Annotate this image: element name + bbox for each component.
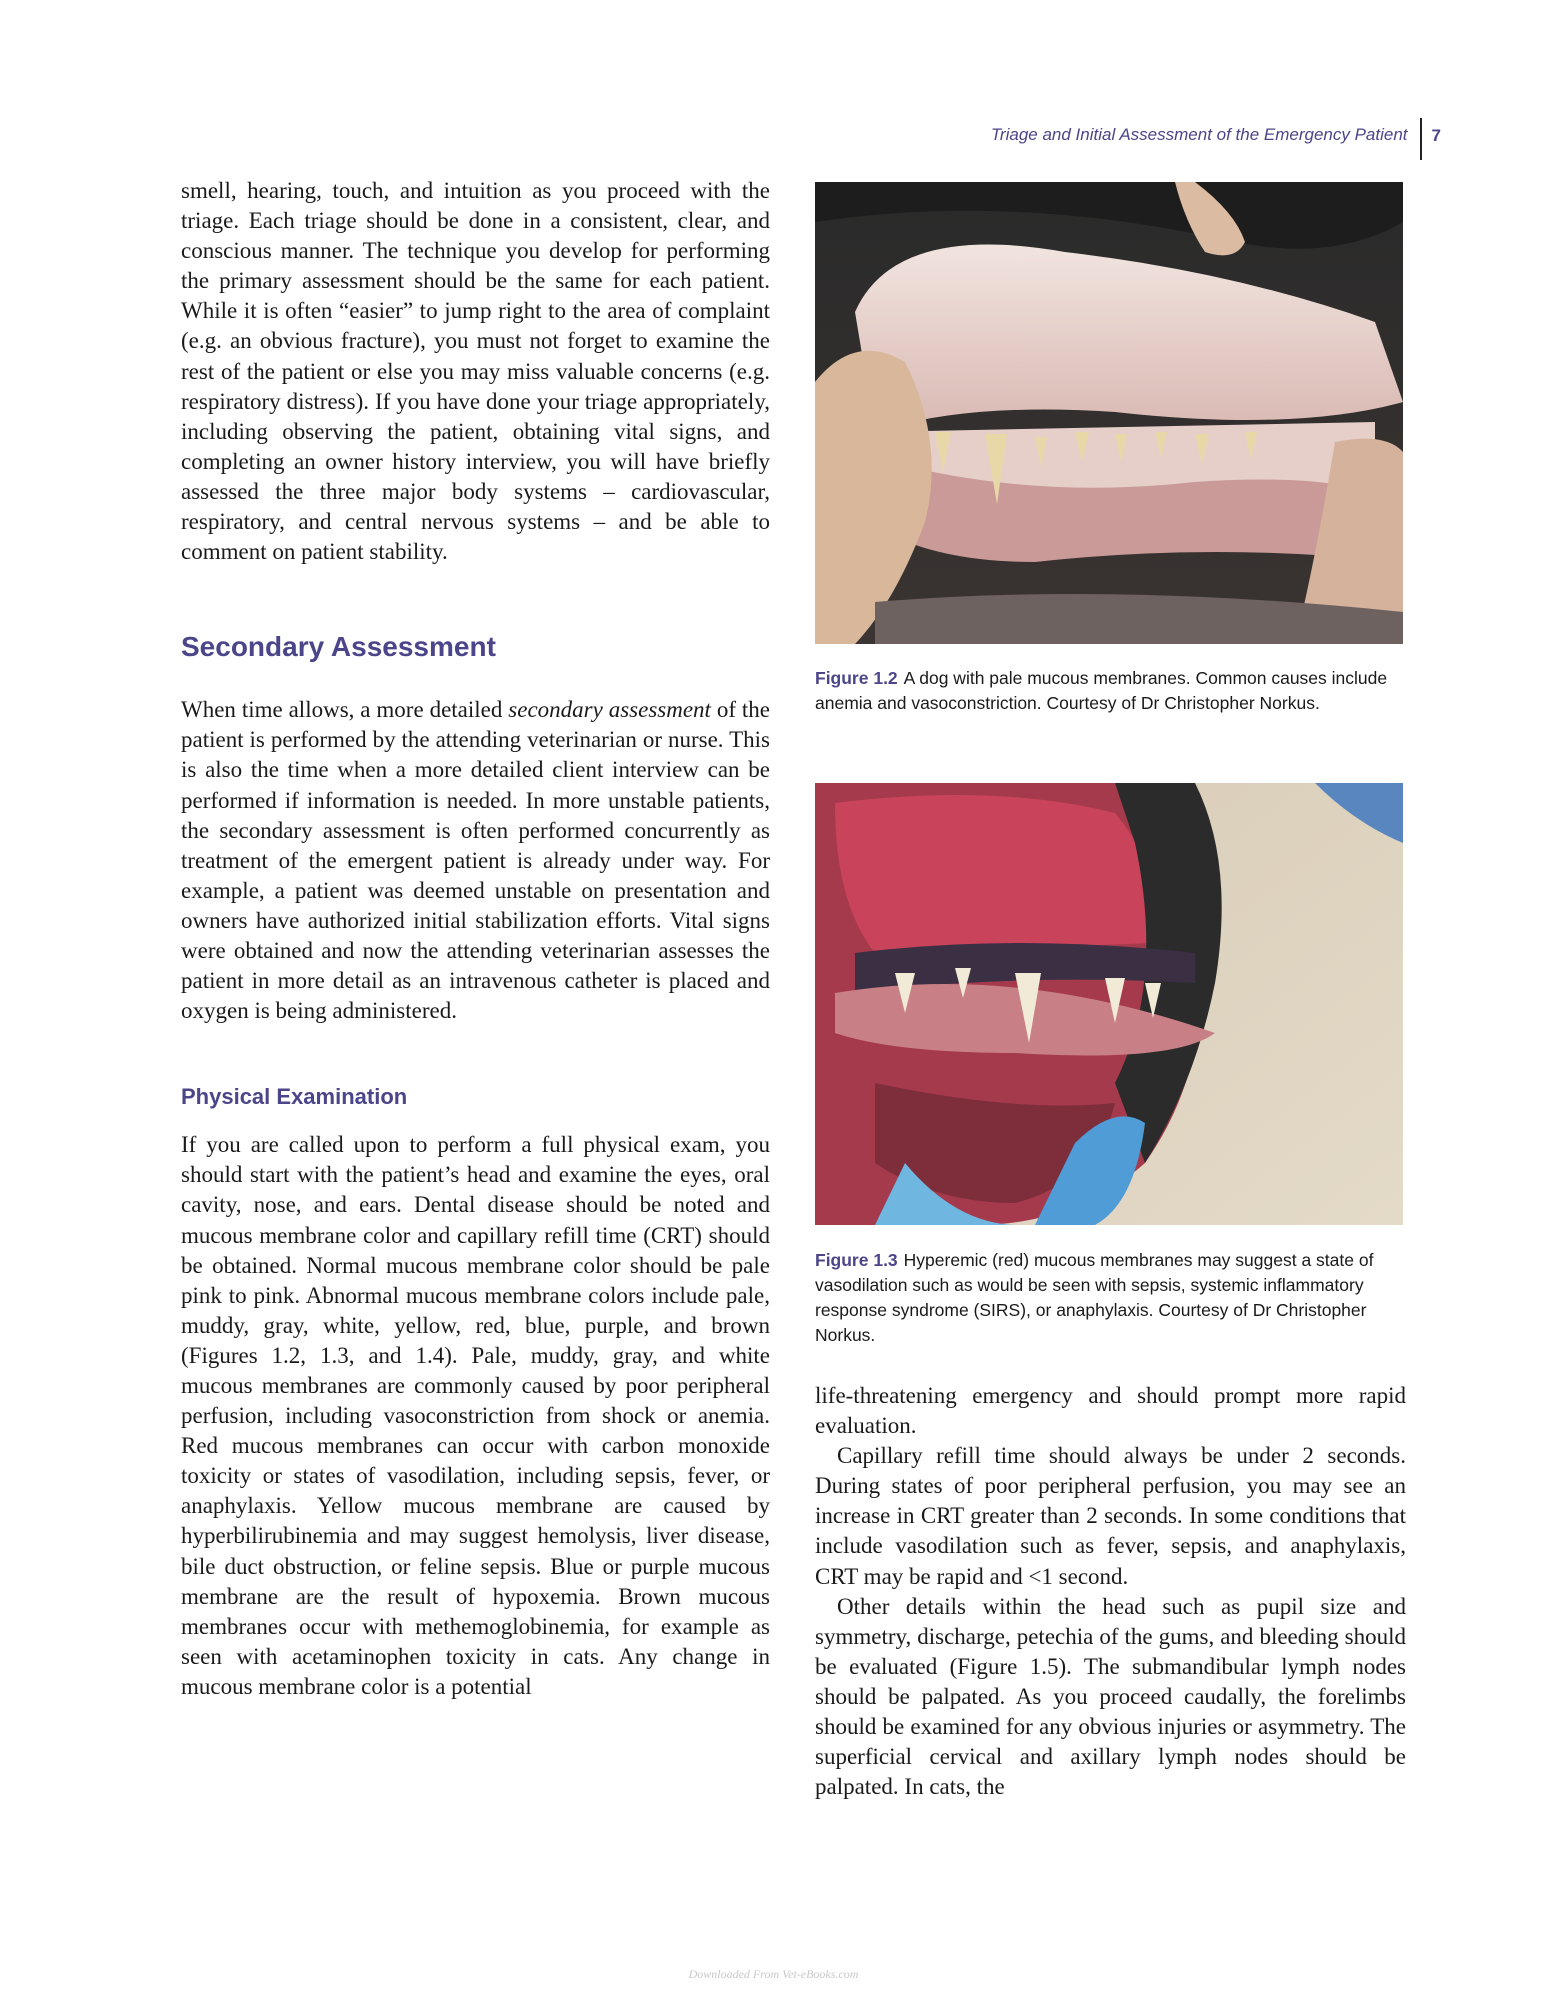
body-paragraph [181,695,770,1026]
figure-caption [815,666,1403,716]
subsection-heading-physical-examination: Physical Examination [181,1084,408,1110]
section-heading-secondary-assessment: Secondary Assessment [181,631,496,663]
figure-1-2 [815,182,1403,716]
figure-caption [815,1248,1403,1348]
photo-hyperemic-mucous-membranes [815,783,1403,1225]
caption-text: A dog with pale mucous membranes. Common causes include anemia and vasoconstriction. Courtesy of Dr Christopher Norkus. [815,668,1388,713]
text-run: of the patient is performed by the attending veterinarian or nurse. This is also the time when a more detailed client interview can be performed if information is needed. In more unstable patients, the secondary assessment is often performed concurrently as treatment of the emergent patient is already under way. For example, a patient was deemed unstable on presentation and owners have authorized initial stabilization efforts. Vital signs were obtained and now the attending veterinarian assesses the patient in more detail as an intravenous catheter is placed and oxygen is being administered. [181,697,771,1024]
body-paragraph: Other details within the head such as pupil size and symmetry, discharge, petechia of the gums, and bleeding should be evaluated (Figure 1.5). The submandibular lymph nodes should be palpated. As you proceed caudally, the forelimbs should be examined for any obvious injuries or asymmetry. The superficial cervical and axillary lymph nodes should be palpated. In cats, the [815,1593,1406,1800]
body-paragraph: Capillary refill time should always be under 2 seconds. During states of poor peripheral perfusion, you may see an increase in CRT greater than 2 seconds. In some conditions that include vasodilation such as fever, sepsis, and anaphylaxis, CRT may be rapid and <1 second. [815,1443,1406,1589]
page-number: 7 [1431,126,1441,145]
figure-1-3 [815,783,1403,1348]
text-run: When time allows, a more detailed [181,697,509,723]
body-paragraph: If you are called upon to perform a full physical exam, you should start with the patient’s head and examine the eyes, oral cavity, nose, and ears. Dental disease should be noted and mucous membrane color and capillary refill time (CRT) should be obtained. Normal mucous membrane color should be pale pink to pink. Abnormal mucous membrane colors include pale, muddy, gray, white, yellow, red, blue, purple, and brown (Figures 1.2, 1.3, and 1.4). Pale, muddy, gray, and white mucous membranes are commonly caused by poor peripheral perfusion, including vasoconstriction from shock or anemia. Red mucous membranes can occur with carbon monoxide toxicity or states of vasodilation, including sepsis, fever, or anaphylaxis. Yellow mucous membrane are caused by hyperbilirubinemia and may suggest hemolysis, liver disease, bile duct obstruction, or feline sepsis. Blue or purple mucous membrane are the result of hypoxemia. Brown mucous membranes occur with methemoglobinemia, for example as seen with acetaminophen toxicity in cats. Any change in mucous membrane color is a potential [181,1132,770,1699]
footer-watermark: Downloaded From Vet-eBooks.com [688,1967,859,1981]
body-paragraph: smell, hearing, touch, and intuition as you proceed with the triage. Each triage should be done in a consistent, clear, and conscious manner. The technique you develop for performing the primary assessment should be the same for each patient. While it is often “easier” to jump right to the area of complaint (e.g. an obvious fracture), you must not forget to examine the rest of the patient or else you may miss valuable concerns (e.g. respiratory distress). If you have done your triage appropriately, including observing the patient, obtaining vital signs, and completing an owner history interview, you will have briefly assessed the three major body systems – cardiovascular, respiratory, and central nervous systems – and be able to comment on patient stability. [181,178,770,565]
body-paragraph: life-threatening emergency and should prompt more rapid evaluation. [815,1383,1406,1439]
caption-text: Hyperemic (red) mucous membranes may suggest a state of vasodilation such as would be seen with sepsis, systemic inflammatory response syndrome (SIRS), or anaphylaxis. Courtesy of Dr Christopher Norkus. [815,1250,1374,1345]
left-column [181,176,770,1702]
photo-pale-mucous-membranes [815,182,1403,644]
running-title: Triage and Initial Assessment of the Emergency Patient [990,125,1408,144]
italic-term: secondary assessment [508,697,711,723]
running-header [991,118,1441,160]
right-column [815,1381,1406,1802]
figure-label: Figure 1.2 [815,668,898,688]
figure-label: Figure 1.3 [815,1250,898,1270]
